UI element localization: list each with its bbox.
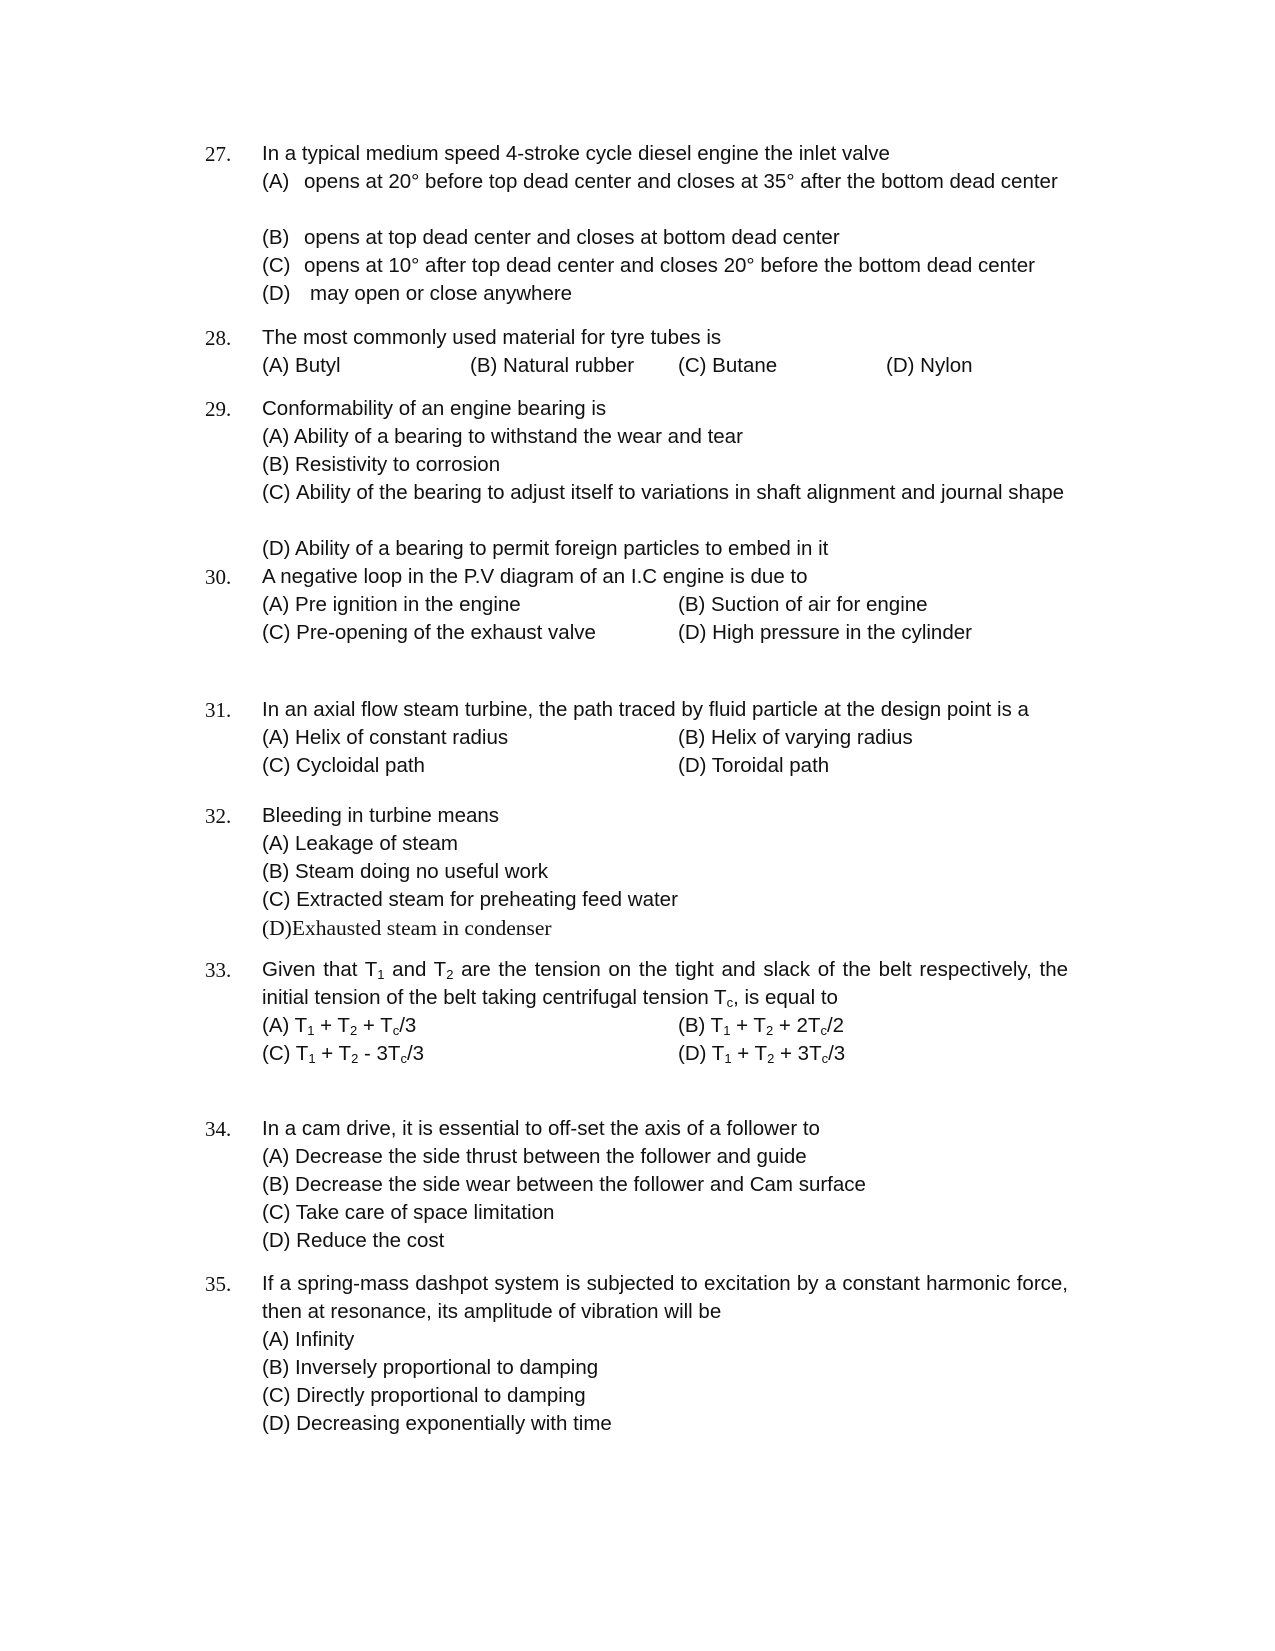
option-label: (A) [262,425,290,448]
option-label: (D) [678,1042,707,1065]
term: T [711,1042,725,1065]
question-number: 34. [205,1117,232,1141]
option-text: Leakage of steam [295,832,459,855]
option-a [262,1326,354,1354]
option-text: Inversely proportional to damping [295,1356,599,1379]
option-a [262,830,458,858]
subscript: c [821,1051,829,1066]
question-number: 35. [205,1272,232,1296]
option-d [262,535,828,563]
option-label: (A) [262,832,290,855]
option-label: (B) [262,1173,290,1196]
question-number: 33. [205,958,232,982]
option-label: (B) [262,860,290,883]
option-label: (A) [262,1328,290,1351]
option-b [678,724,913,752]
option-formula [296,1042,424,1065]
option-label: (B) [470,354,498,377]
option-label: (A) [262,1014,290,1037]
subscript: 2 [349,1023,358,1038]
term: + T [315,1042,352,1065]
option-a [262,423,743,451]
subscript: 2 [446,967,454,982]
subscript: c [400,1051,407,1066]
option-label: (D) [886,354,915,377]
term: /2 [826,1014,845,1037]
option-text: Toroidal path [711,754,830,777]
term: - 3T [358,1042,401,1065]
option-b [678,1012,844,1040]
subscript: 2 [351,1051,359,1066]
option-text: Pre-opening of the exhaust valve [296,621,596,644]
question-text: A negative loop in the P.V diagram of an I.C engine is due to [262,565,808,588]
question-text [262,956,1068,1012]
option-label: (C) [262,754,291,777]
option-text: Resistivity to corrosion [295,453,501,476]
term: T [710,1014,724,1037]
term: T [294,1014,308,1037]
subscript: 2 [767,1051,775,1066]
term: + T [731,1042,768,1065]
option-text: Helix of constant radius [295,726,509,749]
question-number: 32. [205,804,232,828]
option-text: Nylon [920,354,973,377]
option-text: Helix of varying radius [711,726,913,749]
term: /3 [406,1042,425,1065]
question-text: In a typical medium speed 4-stroke cycle diesel engine the inlet valve [262,142,890,165]
option-c [262,1199,554,1227]
question-number: 30. [205,565,232,589]
option-label: (A) [262,726,290,749]
option-text: opens at 10° after top dead center and closes 20° before the bottom dead center [304,254,1035,277]
option-text: Decreasing exponentially with time [296,1412,612,1435]
subscript: c [820,1023,827,1038]
option-label: (B) [678,593,706,616]
option-c [262,1040,424,1068]
subscript: 1 [723,1023,731,1038]
option-text: Infinity [295,1328,355,1351]
option-formula [711,1014,844,1037]
option-a [262,352,341,380]
option-text: opens at top dead center and closes at bottom dead center [304,226,840,249]
term: /3 [399,1014,417,1037]
option-label: (A) [262,170,290,193]
option-a [262,1012,416,1040]
question-text: Conformability of an engine bearing is [262,397,607,420]
option-b [262,858,548,886]
option-label: (A) [262,354,290,377]
option-label: (D) [262,1229,291,1252]
option-b [262,1354,598,1382]
option-b [262,451,500,479]
option-c [678,352,777,380]
option-label: (B) [262,226,290,249]
option-label: (D) [262,1412,291,1435]
option-d [262,1410,612,1438]
option-c [262,752,425,780]
option-c [262,1382,586,1410]
text-part: Given that T [262,958,378,981]
option-d [262,914,552,942]
option-d [678,752,829,780]
term: + 2T [773,1014,821,1037]
option-text: Suction of air for engine [711,593,928,616]
term: + 3T [774,1042,822,1065]
option-text: Take care of space limitation [295,1201,555,1224]
option-text: Pre ignition in the engine [295,593,521,616]
text-part: and T [384,958,447,981]
option-label: (C) [262,1384,291,1407]
option-text: may open or close anywhere [310,282,573,305]
option-formula [712,1042,845,1065]
option-label: (D) [678,754,707,777]
term: + T [314,1014,350,1037]
option-text: Exhausted steam in condenser [291,916,552,940]
option-label: (A) [262,1145,290,1168]
option-label: (C) [262,1042,291,1065]
option-b [470,352,634,380]
option-text: Decrease the side thrust between the follower and guide [295,1145,807,1168]
option-text: High pressure in the cylinder [712,621,972,644]
option-text: Steam doing no useful work [295,860,549,883]
option-label: (D) [262,537,291,560]
option-label: (B) [678,726,706,749]
subscript: c [726,995,734,1010]
question-text: In an axial flow steam turbine, the path traced by fluid particle at the design point is a [262,698,1029,721]
term: /3 [828,1042,846,1065]
option-a [262,591,521,619]
option-text: Reduce the cost [296,1229,445,1252]
term: + T [357,1014,393,1037]
subscript: 1 [377,967,385,982]
option-b [678,591,928,619]
option-text: Cycloidal path [296,754,425,777]
option-label: (C) [262,254,291,277]
question-text: The most commonly used material for tyre tubes is [262,326,722,349]
option-text: Directly proportional to damping [296,1384,586,1407]
question-text: In a cam drive, it is essential to off-set the axis of a follower to [262,1117,820,1140]
option-label: (D) [262,282,291,305]
text-part: , is equal to [733,986,838,1009]
option-d [262,1227,444,1255]
option-a [262,724,508,752]
option-label: (C) [262,888,291,911]
question-number: 27. [205,142,232,166]
option-label: (C) [262,481,291,504]
option-label: (B) [262,1356,290,1379]
option-d [886,352,973,380]
option-label: (C) [262,621,291,644]
subscript: 1 [724,1051,732,1066]
option-formula [295,1014,417,1037]
option-text: Butyl [295,354,341,377]
option-c [262,619,596,647]
option-text: Natural rubber [503,354,635,377]
option-label: (A) [262,593,290,616]
question-text: Bleeding in turbine means [262,804,500,827]
option-label: (D) [678,621,707,644]
option-d [678,619,972,647]
option-label: (B) [678,1014,706,1037]
option-b [262,1171,866,1199]
text-part: are the tension on the tight and slack of the belt respectively, the initial tension of the belt taking centrifugal tension T [262,958,1068,1009]
question-number: 31. [205,698,232,722]
subscript: c [392,1023,400,1038]
option-text: Ability of a bearing to permit foreign particles to embed in it [295,537,829,560]
option-label: (D) [262,916,292,940]
term: + T [730,1014,766,1037]
question-number: 28. [205,326,232,350]
option-text: Decrease the side wear between the follower and Cam surface [295,1173,866,1196]
subscript: 1 [308,1051,316,1066]
option-label: (B) [262,453,290,476]
question-number: 29. [205,397,232,421]
option-d [678,1040,845,1068]
term: T [295,1042,309,1065]
subscript: 1 [307,1023,315,1038]
option-label: (C) [262,1201,291,1224]
option-text: Ability of the bearing to adjust itself to variations in shaft alignment and journal shape [296,481,1065,504]
option-a [262,1143,807,1171]
option-label: (C) [678,354,707,377]
subscript: 2 [765,1023,774,1038]
option-c [262,886,678,914]
option-text: opens at 20° before top dead center and closes at 35° after the bottom dead center [304,170,1058,193]
question-text: If a spring-mass dashpot system is subjected to excitation by a constant harmonic force, then at resonance, its amplitude of vibration will be [262,1272,1068,1323]
option-text: Ability of a bearing to withstand the wear and tear [293,425,743,448]
option-text: Extracted steam for preheating feed water [296,888,678,911]
option-text: Butane [712,354,778,377]
